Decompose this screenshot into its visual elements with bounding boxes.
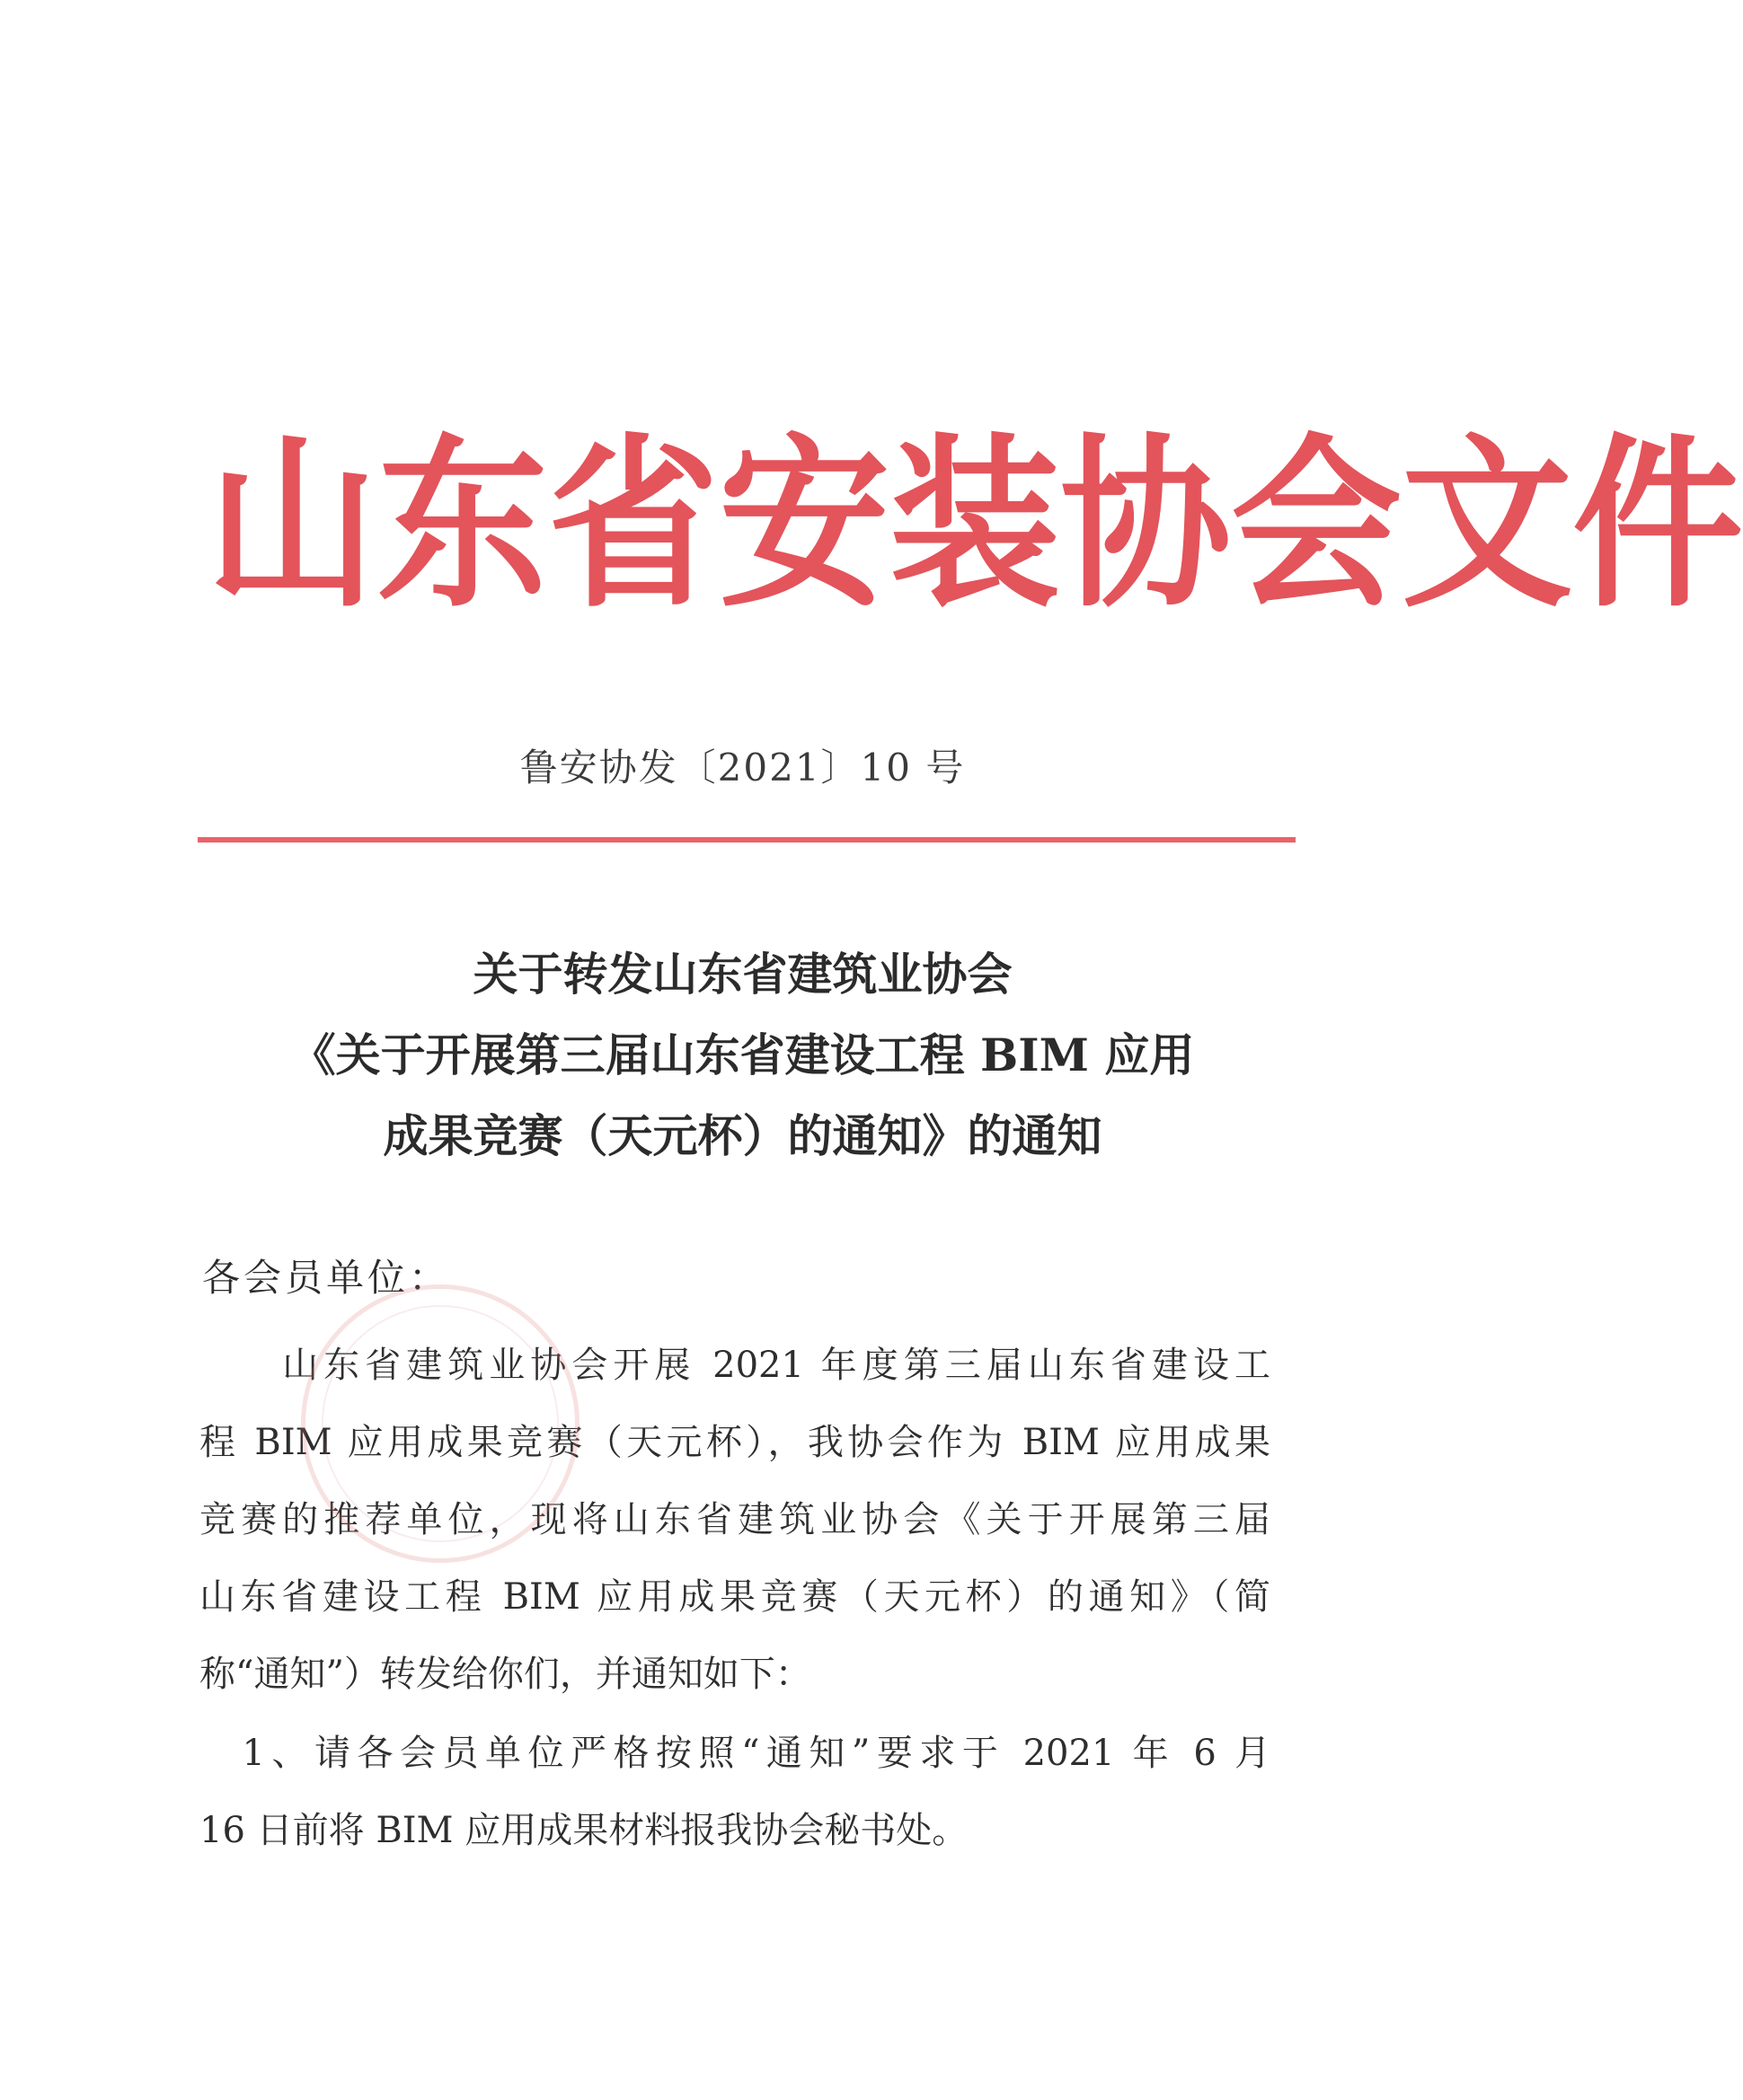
paragraph-line: 山东省建设工程 BIM 应用成果竞赛（天元杯）的通知》（简 xyxy=(199,1576,1270,1618)
paragraph-line: 山东省建筑业协会开展 2021 年度第三届山东省建设工 xyxy=(199,1345,1270,1386)
masthead-char: 装 xyxy=(889,418,1061,632)
paragraph-line: 16 日前将 BIM 应用成果材料报我协会秘书处。 xyxy=(199,1810,969,1851)
paragraph-line: 竞赛的推荐单位，现将山东省建筑业协会《关于开展第三届 xyxy=(199,1499,1270,1540)
masthead-char: 东 xyxy=(377,418,549,632)
title-line: 成果竞赛（天元杯）的通知》的通知 xyxy=(383,1109,1102,1162)
paragraph-line: 称“通知”）转发给你们，并通知如下： xyxy=(199,1654,811,1695)
salutation: 各会员单位： xyxy=(202,1256,451,1300)
paragraph-line: 1、请各会员单位严格按照“通知”要求于 2021 年 6 月 xyxy=(199,1733,1270,1774)
masthead-char: 文 xyxy=(1402,418,1573,632)
masthead-char: 山 xyxy=(207,418,378,632)
masthead-char: 会 xyxy=(1231,418,1402,632)
masthead-char: 安 xyxy=(719,418,890,632)
masthead-char: 省 xyxy=(548,418,720,632)
title-line: 关于转发山东省建筑业协会 xyxy=(473,948,1013,1001)
masthead-char: 件 xyxy=(1572,418,1743,632)
document-title xyxy=(0,934,1485,1177)
document-number: 鲁安协发〔2021〕10 号 xyxy=(519,746,966,790)
body-paragraph-item-1 xyxy=(199,1715,1270,1869)
red-separator-rule xyxy=(198,837,1296,843)
body-paragraph-intro xyxy=(199,1327,1270,1713)
masthead-char: 协 xyxy=(1060,418,1232,632)
title-line: 《关于开展第三届山东省建设工程 BIM 应用 xyxy=(290,1028,1195,1081)
paragraph-line: 程 BIM 应用成果竞赛（天元杯），我协会作为 BIM 应用成果 xyxy=(199,1422,1270,1463)
masthead-title xyxy=(207,413,1743,638)
